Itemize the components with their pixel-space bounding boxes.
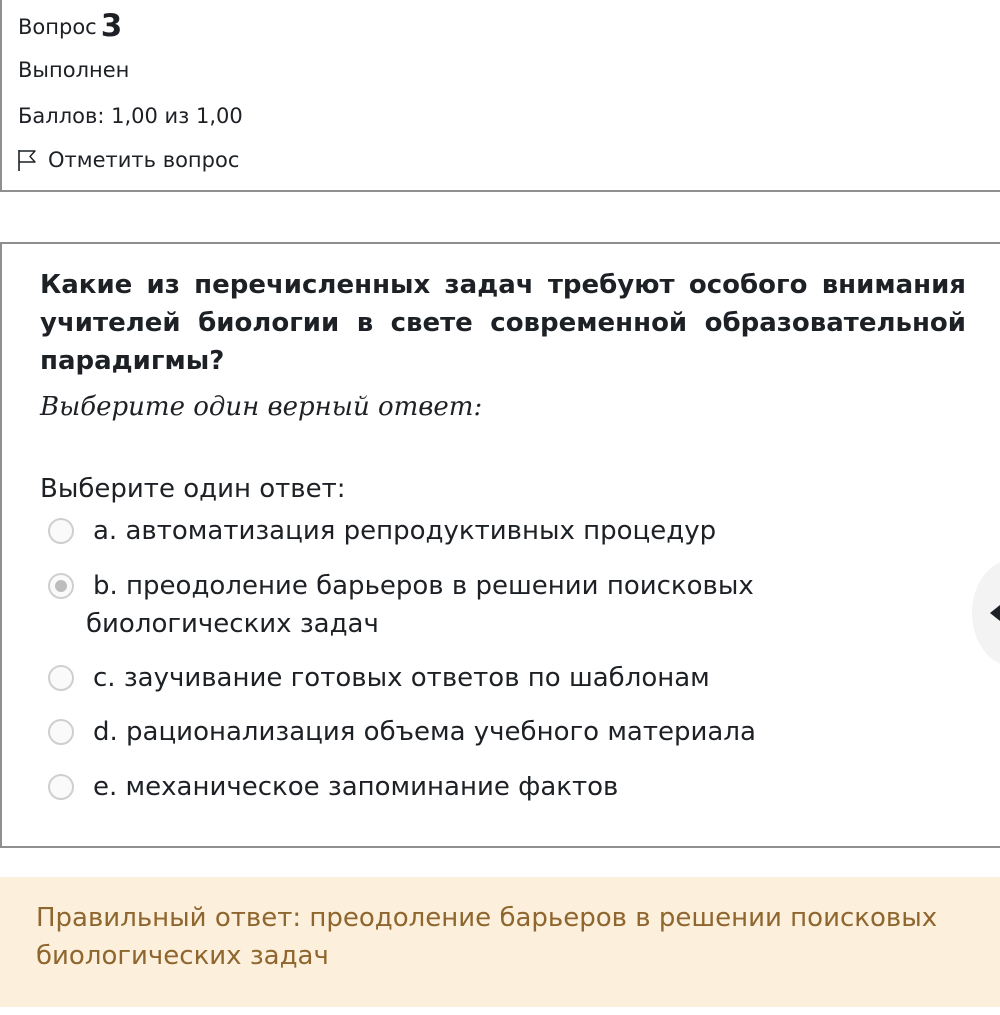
answer-option-label[interactable]: b. преодоление барьеров в решении поисковых биологических задач — [86, 571, 754, 639]
answer-option-label[interactable]: a. автоматизация репродуктивных процедур — [93, 516, 717, 546]
radio-button[interactable] — [48, 774, 74, 800]
flag-question-label: Отметить вопрос — [48, 148, 240, 172]
radio-button[interactable] — [48, 665, 74, 691]
question-score: Баллов: 1,00 из 1,00 — [18, 104, 243, 128]
question-text: Какие из перечисленных задач требуют особого внимания учителей биологии в свете современной образовательной парадигмы? — [40, 270, 966, 376]
answer-option-label[interactable]: c. заучивание готовых ответов по шаблонам — [93, 663, 710, 693]
answer-option-label[interactable]: e. механическое запоминание фактов — [93, 772, 619, 802]
question-number — [18, 6, 122, 42]
answer-option-label[interactable]: d. рационализация объема учебного материала — [93, 717, 756, 747]
question-content — [0, 242, 1000, 848]
question-number-value: 3 — [100, 8, 123, 44]
chevron-left-icon — [990, 605, 1000, 621]
question-status: Выполнен — [18, 58, 130, 82]
radio-button-selected[interactable] — [48, 573, 74, 599]
radio-button[interactable] — [48, 719, 74, 745]
question-info-panel — [0, 0, 1000, 192]
radio-button[interactable] — [48, 518, 74, 544]
flag-question-link[interactable] — [16, 148, 239, 172]
question-label: Вопрос — [18, 15, 97, 39]
correct-answer-feedback — [0, 877, 1000, 1007]
flag-icon — [16, 148, 38, 172]
correct-answer-text: Правильный ответ: преодоление барьеров в решении поисковых биологических задач — [36, 903, 938, 971]
question-instruction: Выберите один верный ответ: — [40, 392, 483, 422]
answer-prompt: Выберите один ответ: — [40, 474, 346, 504]
